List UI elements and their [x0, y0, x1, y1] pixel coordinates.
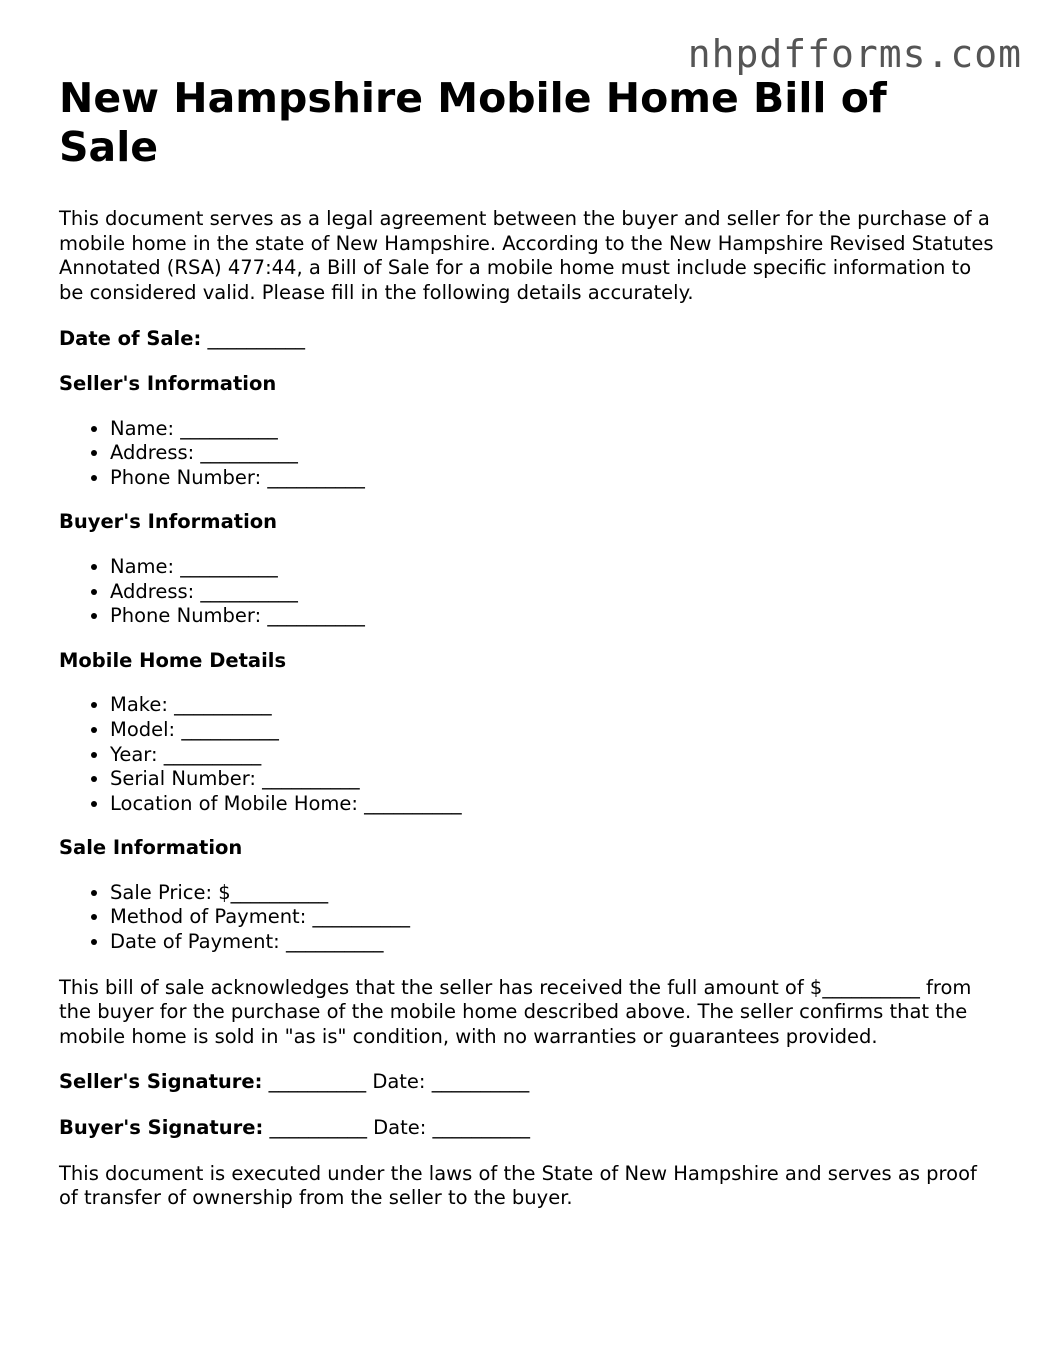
- buyer-info-list: [59, 555, 999, 629]
- mobile-home-heading: Mobile Home Details: [59, 648, 287, 672]
- list-item: • Phone Number: __________: [110, 466, 999, 491]
- date-of-sale-blank: __________: [207, 327, 305, 351]
- closing-paragraph: This document is executed under the laws of the State of New Hampshire and serves as proof of transfer of ownership from the seller to the buyer.: [59, 1161, 977, 1210]
- list-item: • Make: __________: [110, 693, 999, 718]
- sale-info-heading: Sale Information: [59, 836, 243, 860]
- buyer-signature-blanks: __________ Date: __________: [269, 1116, 531, 1140]
- intro-paragraph: This document serves as a legal agreement between the buyer and seller for the purchase of a mobile home in the state of New Hampshire. According to the New Hampshire Revised Statutes Annotated (RSA) 477:44, a Bill of Sale for a mobile home must include specific information to be considered valid. Please fill in the following details accurately.: [59, 207, 994, 304]
- list-item: • Date of Payment: __________: [110, 930, 999, 955]
- date-of-sale-label: Date of Sale:: [59, 327, 202, 351]
- list-item: • Name: __________: [110, 417, 999, 442]
- seller-signature-label: Seller's Signature:: [59, 1070, 263, 1094]
- list-item: • Address: __________: [110, 441, 999, 466]
- buyer-info-heading: Buyer's Information: [59, 510, 278, 534]
- seller-signature-line: [59, 1070, 999, 1095]
- list-item: • Address: __________: [110, 580, 999, 605]
- sale-info-list: [59, 881, 999, 955]
- buyer-signature-line: [59, 1116, 999, 1141]
- list-item: • Phone Number: __________: [110, 604, 999, 629]
- list-item: • Serial Number: __________: [110, 767, 999, 792]
- list-item: • Sale Price: $__________: [110, 881, 999, 906]
- document-title: New Hampshire Mobile Home Bill of Sale: [59, 74, 887, 171]
- mobile-home-list: [59, 693, 999, 816]
- acknowledgement-paragraph: This bill of sale acknowledges that the seller has received the full amount of $__________ from the buyer for the purchase of the mobile home described above. The seller confirms that the mobile home is sold in "as is" condition, with no warranties or guarantees provided.: [59, 975, 972, 1048]
- buyer-signature-label: Buyer's Signature:: [59, 1116, 264, 1140]
- list-item: • Year: __________: [110, 743, 999, 768]
- seller-info-heading: Seller's Information: [59, 371, 277, 395]
- site-watermark: nhpdfforms.com: [687, 32, 1022, 76]
- document-page: [59, 74, 999, 1211]
- seller-info-list: [59, 417, 999, 491]
- list-item: • Location of Mobile Home: __________: [110, 792, 999, 817]
- list-item: • Model: __________: [110, 718, 999, 743]
- list-item: • Name: __________: [110, 555, 999, 580]
- date-of-sale-line: [59, 327, 999, 352]
- seller-signature-blanks: __________ Date: __________: [268, 1070, 530, 1094]
- list-item: • Method of Payment: __________: [110, 905, 999, 930]
